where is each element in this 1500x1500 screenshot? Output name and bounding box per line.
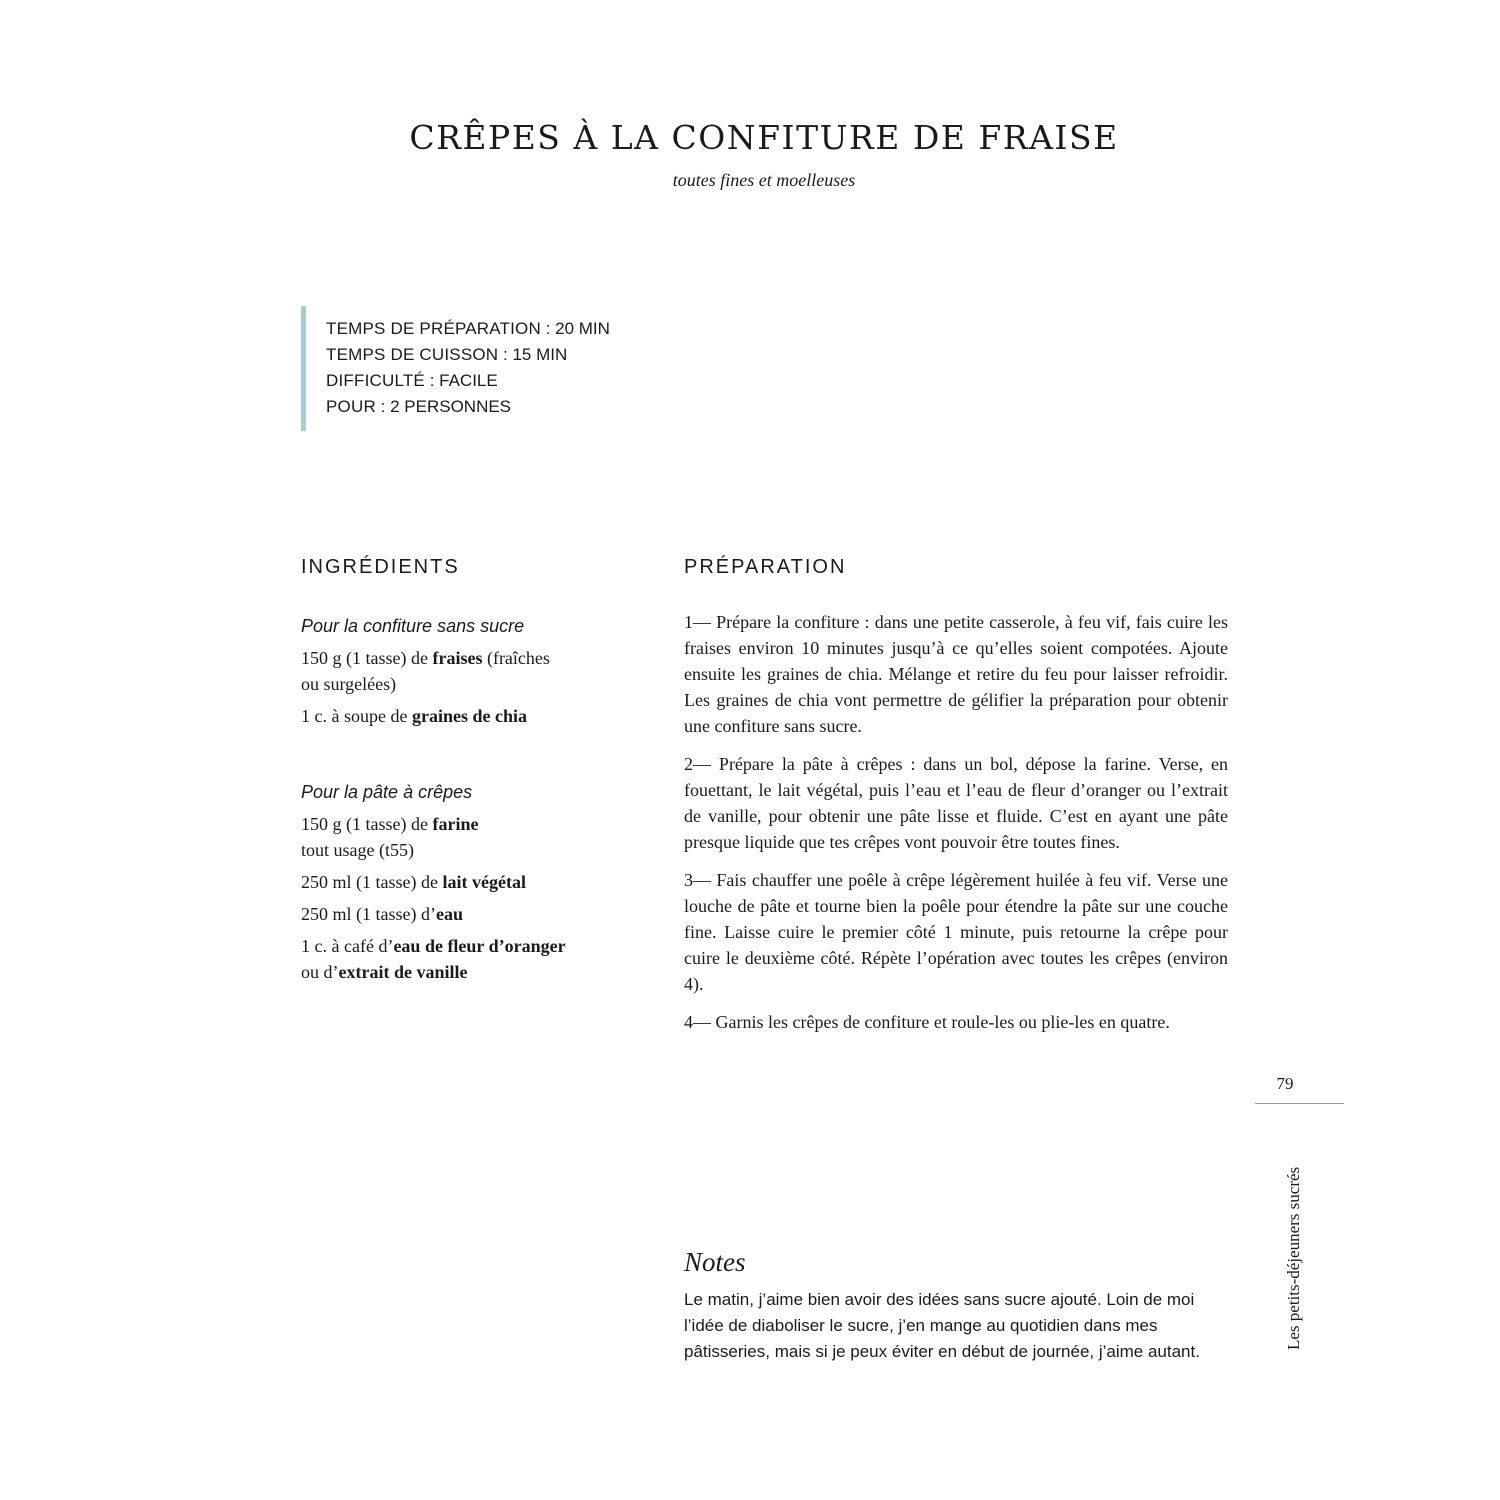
difficulty: DIFFICULTÉ : FACILE (326, 371, 498, 390)
preparation-step-1: 1— Prépare la confiture : dans une petite casserole, à feu vif, fais cuire les fraises environ 10 minutes jusqu’à ce qu’elles soient compotées. Ajoute ensuite les graines de chia. Mélange et retire du feu pour laisser refroidir. Les graines de chia vont permettre de gélifier la préparation pour obtenir une confiture sans sucre. (684, 612, 1228, 736)
preparation-steps (684, 609, 1228, 1047)
preparation-step-2: 2— Prépare la pâte à crêpes : dans un bol, dépose la farine. Verse, en fouettant, le lait végétal, puis l’eau et l’eau de fleur d’oranger ou l’extrait de vanille, pour obtenir une pâte lisse et fluide. C’est en ayant une pâte presque liquide que tes crêpes vont pouvoir être toutes fines. (684, 754, 1228, 852)
ingredient-item: 250 ml (1 tasse) d’eau (301, 904, 463, 924)
page-number: 79 (1276, 1074, 1294, 1093)
ingredient-group-title: Pour la pâte à crêpes (301, 782, 473, 802)
preparation-heading: PRÉPARATION (684, 556, 847, 578)
preparation-step-3: 3— Fais chauffer une poêle à crêpe légèrement huilée à feu vif. Verse une louche de pâte et tourne bien la poêle pour étendre la pâte sur une couche fine. Laisse cuire le premier côté 1 minute, puis retourne la crêpe pour cuire le deuxième côté. Répète l’opération avec toutes les crêpes (environ 4). (684, 870, 1228, 994)
ingredient-item: 150 g (1 tasse) de fraises (fraîches ou surgelées) (301, 648, 550, 694)
cook-time: TEMPS DE CUISSON : 15 MIN (326, 345, 568, 364)
notes-text: Le matin, j’aime bien avoir des idées sans sucre ajouté. Loin de moi l’idée de diaboliser le sucre, j’en mange au quotidien dans mes pâtisseries, mais si je peux éviter en début de journée, j’aime autant. (684, 1290, 1200, 1361)
preparation-step-4: 4— Garnis les crêpes de confiture et roule-les ou plie-les en quatre. (684, 1012, 1170, 1032)
recipe-info-box (301, 306, 661, 431)
ingredient-item: 250 ml (1 tasse) de lait végétal (301, 872, 526, 892)
divider (1255, 1103, 1344, 1104)
prep-time: TEMPS DE PRÉPARATION : 20 MIN (326, 319, 610, 338)
section-running-head: Les petits-déjeuners sucrés (1284, 1166, 1303, 1350)
ingredients-list (301, 613, 621, 991)
recipe-subtitle: toutes fines et moelleuses (672, 170, 856, 190)
ingredient-group-title: Pour la confiture sans sucre (301, 616, 525, 636)
ingredient-item: 1 c. à café d’eau de fleur d’oranger ou d’extrait de vanille (301, 936, 566, 982)
recipe-title: CRÊPES À LA CONFITURE DE FRAISE (409, 118, 1119, 157)
ingredient-item: 1 c. à soupe de graines de chia (301, 706, 527, 726)
ingredient-item: 150 g (1 tasse) de farine tout usage (t55) (301, 814, 479, 860)
servings: POUR : 2 PERSONNES (326, 397, 512, 416)
notes-title: Notes (684, 1247, 746, 1277)
ingredients-heading: INGRÉDIENTS (301, 556, 460, 578)
